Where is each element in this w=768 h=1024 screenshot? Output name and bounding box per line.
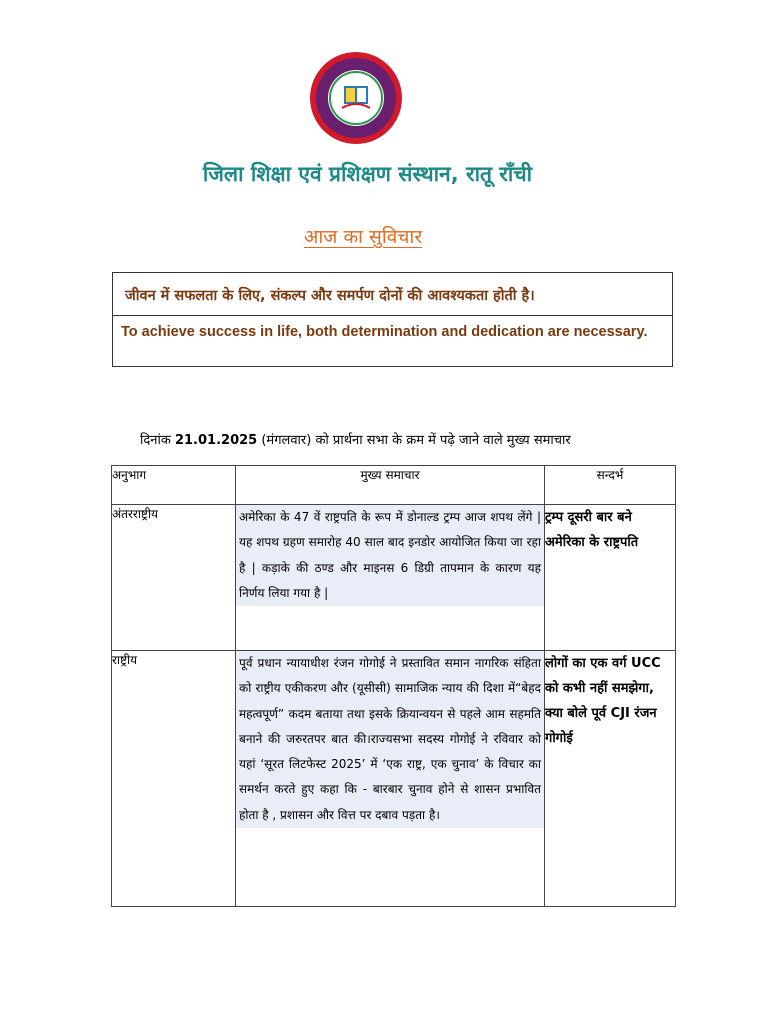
table-row: [112, 651, 676, 907]
institute-title: जिला शिक्षा एवं प्रशिक्षण संस्थान, रातू राँची: [202, 162, 533, 186]
header-section: अनुभाग: [112, 466, 236, 505]
news-intro: [140, 430, 571, 448]
thought-heading: आज का सुविचार: [303, 226, 423, 248]
thought-english: To achieve success in life, both determination and dedication are necessary.: [121, 324, 648, 340]
table-header-row: [112, 466, 676, 505]
news-intro-suffix: (मंगलवार) को प्रार्थना सभा के क्रम में पढ़े जाने वाले मुख्य समाचार: [257, 433, 571, 448]
row-section: अंतरराष्ट्रीय: [112, 505, 236, 651]
row-news: पूर्व प्रधान न्यायाधीश रंजन गोगोई ने प्रस्तावित समान नागरिक संहिता को राष्ट्रीय एकीकरण और (यूसीसी) सामाजिक न्याय की दिशा में“बेहद महत्वपूर्ण” कदम बताया तथा इसके क्रियान्वयन से पहले आम सहमति बनाने की जरुरतपर बात की।राज्यसभा सदस्य गोगोई ने रविवार को यहां ‘सूरत लिटफेस्ट 2025’ में ‘एक राष्ट्र, एक चुनाव’ के विचार का समर्थन करते हुए कहा कि - बारबार चुनाव होने से शासन प्रभावित होता है , प्रशासन और वित्त पर दबाव पड़ता है।: [236, 651, 544, 828]
news-table: [111, 465, 676, 907]
row-reference: लोगों का एक वर्ग UCC को कभी नहीं समझेगा, क्या बोले पूर्व CJI रंजन गोगोई: [545, 651, 676, 907]
row-news-cell: [236, 651, 545, 907]
thought-box: [112, 272, 673, 367]
header-reference: सन्दर्भ: [545, 466, 676, 505]
thought-hindi: जीवन में सफलता के लिए, संकल्प और समर्पण दोनों की आवश्यकता होती है।: [113, 273, 672, 316]
news-date: 21.01.2025: [174, 433, 258, 448]
row-news: अमेरिका के 47 वें राष्ट्रपति के रूप में डोनाल्ड ट्रम्प आज शपथ लेंगे | यह शपथ ग्रहण समारोह 40 साल बाद इनडोर आयोजित किया जा रहा है | कड़ाके की ठण्ड और माइनस 6 डिग्री तापमान के कारण यह निर्णय लिया गया है |: [236, 505, 544, 606]
row-section: राष्ट्रीय: [112, 651, 236, 907]
news-intro-prefix: दिनांक: [140, 433, 175, 448]
table-row: [112, 505, 676, 651]
header-news: मुख्य समाचार: [236, 466, 545, 505]
institute-logo: [308, 50, 404, 146]
row-news-cell: [236, 505, 545, 651]
row-reference: ट्रम्प दूसरी बार बने अमेरिका के राष्ट्रपति: [545, 505, 676, 651]
